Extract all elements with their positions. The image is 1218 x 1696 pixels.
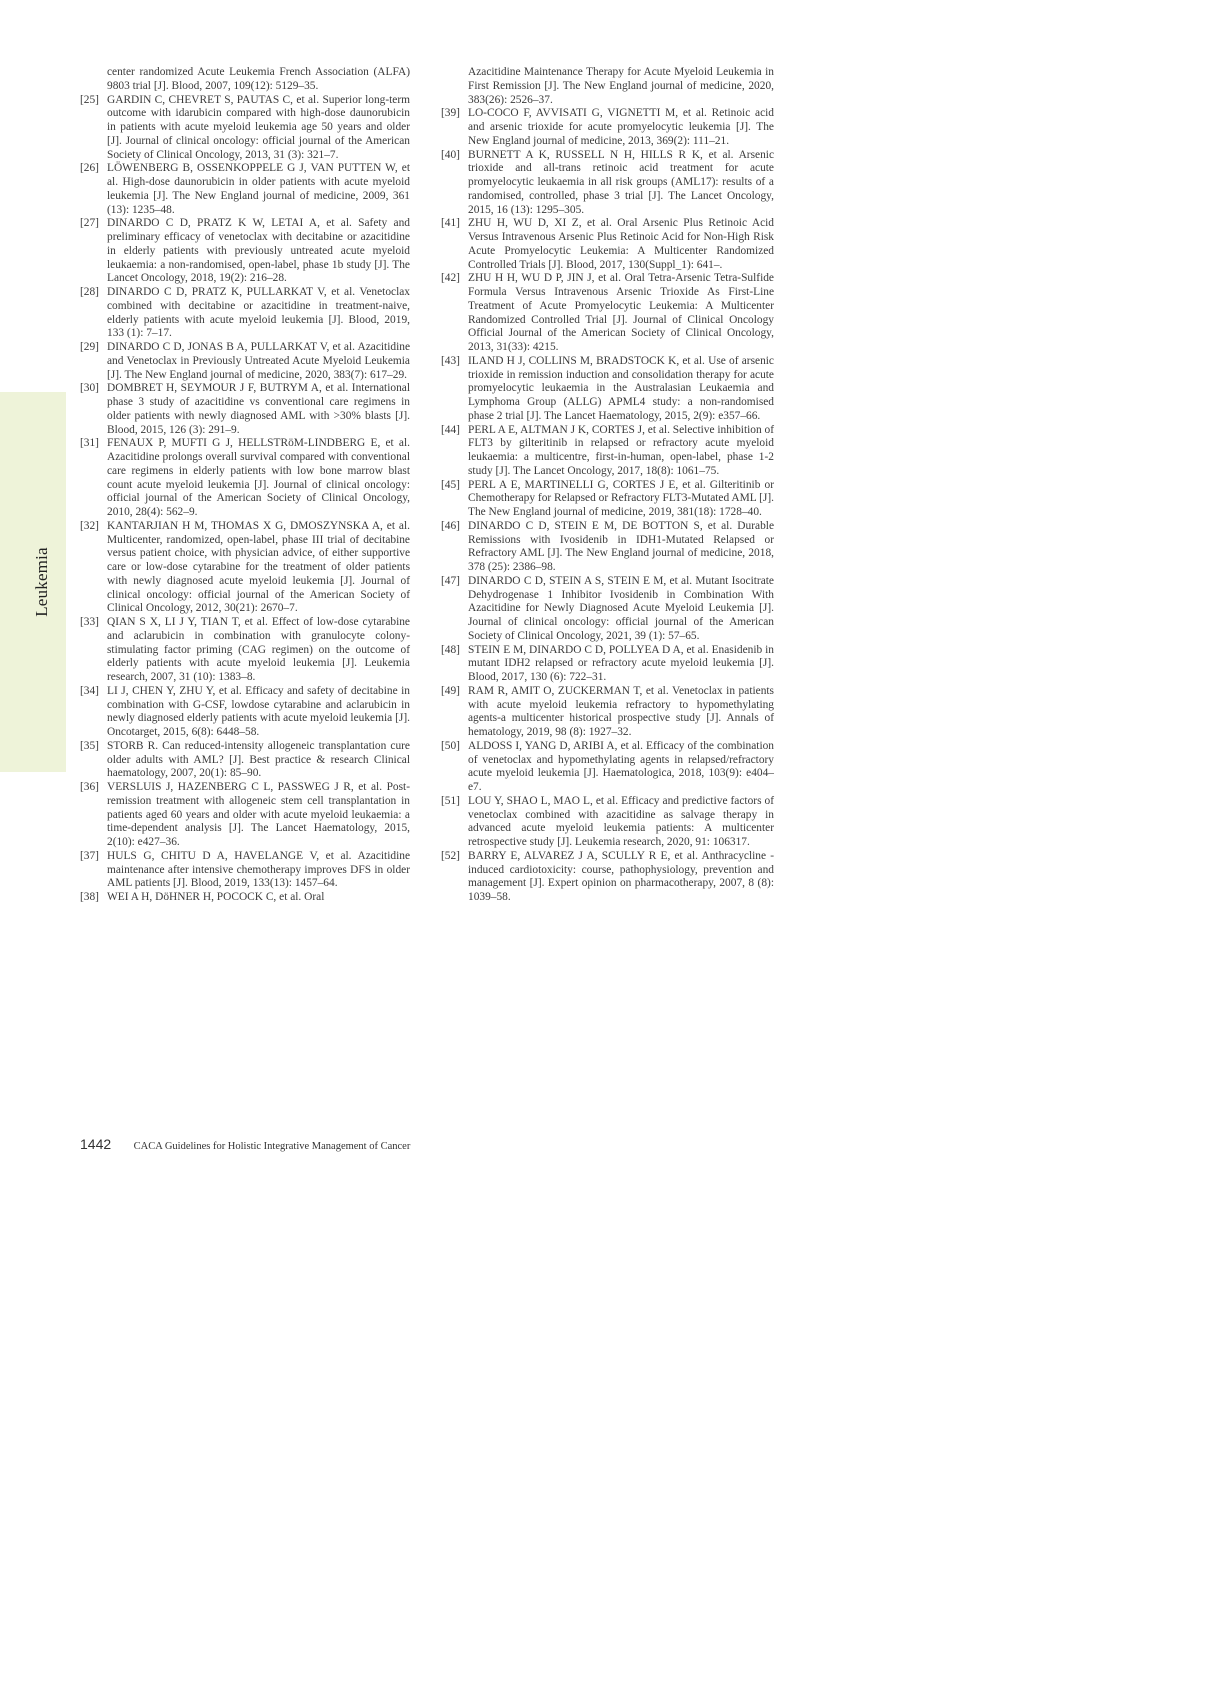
reference-text: VERSLUIS J, HAZENBERG C L, PASSWEG J R, et al. Post-remission treatment with allogeneic stem cell transplantation in patients aged 60 years and older with acute myeloid leukaemia: a time-dependent analysis [J]. The Lancet Haematology, 2015, 2(10): e427–36. (107, 781, 410, 848)
reference-text: LI J, CHEN Y, ZHU Y, et al. Efficacy and safety of decitabine in combination with G-CSF, lowdose cytarabine and aclarubicin in newly diagnosed elderly patients with acute myeloid leukemia [J]. Oncotarget, 2015, 6(8): 6448–58. (107, 684, 410, 738)
reference-text: PERL A E, ALTMAN J K, CORTES J, et al. Selective inhibition of FLT3 by gilteritinib in relapsed or refractory acute myeloid leukaemia: a multicentre, first-in-human, open-label, phase 1-2 study [J]. The Lancet Oncology, 2017, 18(8): 1061–75. (468, 423, 775, 477)
reference-number: [46] (441, 519, 460, 532)
reference-number: [36] (80, 781, 99, 793)
reference-list-right (441, 107, 774, 905)
reference-item (441, 850, 774, 905)
reference-item (441, 795, 774, 850)
reference-number: [42] (441, 272, 460, 285)
reference-text: QIAN S X, LI J Y, TIAN T, et al. Effect of low-dose cytarabine and aclarubicin in combination with granulocyte colony-stimulating factor priming (CAG regimen) on the outcome of elderly patients with acute myeloid leukemia [J]. Leukemia research, 2007, 31 (10): 1383–8. (107, 616, 410, 683)
reference-number: [34] (80, 684, 99, 697)
reference-text: KANTARJIAN H M, THOMAS X G, DMOSZYNSKA A, et al. Multicenter, randomized, open-label, phase III trial of decitabine versus patient choice, with physician advice, of either supportive care or low-dose cytarabine for the treatment of older patients with newly diagnosed acute myeloid leukemia [J]. Journal of clinical oncology: official journal of the American Society of Clinical Oncology, 2012, 30(21): 2670–7. (107, 519, 410, 615)
reference-item (80, 740, 410, 781)
reference-number: [32] (80, 519, 99, 532)
reference-item (80, 781, 410, 850)
reference-item (441, 149, 774, 218)
reference-text: FENAUX P, MUFTI G J, HELLSTRöM-LINDBERG E, et al. Azacitidine prolongs overall survival compared with conventional care regimens in elderly patients with low bone marrow blast count acute myeloid leukemia [J]. Journal of clinical oncology: official journal of the American Society of Clinical Oncology, 2010, 28(4): 562–9. (107, 437, 410, 518)
reference-item (80, 162, 410, 217)
reference-number: [39] (441, 107, 460, 120)
reference-item (80, 382, 410, 437)
reference-item (441, 272, 774, 355)
reference-item (441, 424, 774, 479)
reference-text: LÖWENBERG B, OSSENKOPPELE G J, VAN PUTTEN W, et al. High-dose daunorubicin in older patients with acute myeloid leukemia [J]. The New England journal of medicine, 2009, 361 (13): 1235–48. (107, 162, 410, 216)
section-side-label: Leukemia (32, 547, 51, 617)
reference-number: [37] (80, 849, 99, 862)
reference-number: [51] (441, 794, 460, 807)
reference-column-right (441, 66, 774, 905)
reference-item (80, 341, 410, 382)
reference-number: [33] (80, 616, 99, 628)
reference-number: [31] (80, 437, 99, 450)
reference-item (80, 286, 410, 341)
reference-number: [35] (80, 739, 99, 752)
reference-number: [50] (441, 739, 460, 752)
reference-item (441, 685, 774, 740)
reference-text: DINARDO C D, STEIN E M, DE BOTTON S, et al. Durable Remissions with Ivosidenib in IDH1-Mutated Relapsed or Refractory AML [J]. The New England journal of medicine, 2018, 378 (25): 2386–98. (468, 519, 774, 573)
reference-list-left (80, 94, 410, 905)
reference-item (441, 107, 774, 148)
reference-number: [52] (441, 849, 460, 862)
reference-item (80, 616, 410, 685)
reference-text: STORB R. Can reduced-intensity allogeneic transplantation cure older adults with AML? [J]. Best practice & research Clinical haematology, 2007, 20(1): 85–90. (107, 739, 410, 780)
reference-text: BURNETT A K, RUSSELL N H, HILLS R K, et al. Arsenic trioxide and all-trans retinoic acid treatment for acute promyelocytic leukaemia in all risk groups (AML17): results of a randomised, controlled, phase 3 trial [J]. The Lancet Oncology, 2015, 16 (13): 1295–305. (468, 148, 774, 216)
reference-text: HULS G, CHITU D A, HAVELANGE V, et al. Azacitidine maintenance after intensive chemotherapy improves DFS in older AML patients [J]. Blood, 2019, 133(13): 1457–64. (107, 849, 410, 890)
reference-item (80, 850, 410, 891)
reference-text: STEIN E M, DINARDO C D, POLLYEA D A, et al. Enasidenib in mutant IDH2 relapsed or refractory acute myeloid leukemia [J]. Blood, 2017, 130 (6): 722–31. (468, 643, 774, 683)
reference-item (80, 685, 410, 740)
reference-item (80, 94, 410, 163)
reference-text: ALDOSS I, YANG D, ARIBI A, et al. Efficacy of the combination of venetoclax and hypomethylating agents in relapsed/refractory acute myeloid leukemia [J]. Haematologica, 2018, 103(9): e404–e7. (468, 739, 774, 793)
reference-text: ILAND H J, COLLINS M, BRADSTOCK K, et al. Use of arsenic trioxide in remission induction and consolidation therapy for acute promyelocytic leukaemia in the Australasian Leukaemia and Lymphoma Group (ALLG) APML4 study: a non-randomised phase 2 trial [J]. The Lancet Haematology, 2015, 2(9): e357–66. (468, 354, 774, 422)
reference-item (441, 740, 774, 795)
reference-number: [48] (441, 643, 460, 656)
reference-text: ZHU H H, WU D P, JIN J, et al. Oral Tetra-Arsenic Tetra-Sulfide Formula Versus Intravenous Arsenic Trioxide As First-Line Treatment of Acute Promyelocytic Leukemia: A Multicenter Randomized Controlled Trial [J]. Journal of Clinical Oncology Official Journal of the American Society of Clinical Oncology, 2013, 31(33): 4215. (468, 272, 774, 353)
reference-item (441, 479, 774, 520)
reference-text: GARDIN C, CHEVRET S, PAUTAS C, et al. Superior long-term outcome with idarubicin compared with high-dose daunorubicin in patients with acute myeloid leukemia age 50 years and older [J]. Journal of clinical oncology: official journal of the American Society of Clinical Oncology, 2013, 31 (3): 321–7. (107, 93, 410, 161)
reference-text: ZHU H, WU D, XI Z, et al. Oral Arsenic Plus Retinoic Acid Versus Intravenous Arsenic Plus Retinoic Acid for Non-High Risk Acute Promyelocytic Leukemia: A Multicenter Randomized Controlled Trials [J]. Blood, 2017, 130(Suppl_1): 641–. (468, 217, 774, 271)
reference-text: WEI A H, DöHNER H, POCOCK C, et al. Oral (107, 891, 325, 903)
reference-text: DINARDO C D, STEIN A S, STEIN E M, et al. Mutant Isocitrate Dehydrogenase 1 Inhibitor Ivosidenib in Combination With Azacitidine for Newly Diagnosed Acute Myeloid Leukemia [J]. Journal of clinical oncology: official journal of the American Society of Clinical Oncology, 2021, 39 (1): 57–65. (468, 574, 774, 642)
reference-text: DINARDO C D, PRATZ K, PULLARKAT V, et al. Venetoclax combined with decitabine or azacitidine in treatment-naive, elderly patients with acute myeloid leukemia [J]. Blood, 2019, 133 (1): 7–17. (107, 286, 410, 340)
reference-text: PERL A E, MARTINELLI G, CORTES J E, et al. Gilteritinib or Chemotherapy for Relapsed or Refractory FLT3-Mutated AML [J]. The New England journal of medicine, 2019, 381(18): 1728–40. (468, 478, 774, 518)
reference-number: [28] (80, 286, 99, 298)
reference-number: [27] (80, 217, 99, 230)
page-footer (80, 1136, 410, 1154)
reference-number: [41] (441, 217, 460, 230)
reference-text: LO-COCO F, AVVISATI G, VIGNETTI M, et al. Retinoic acid and arsenic trioxide for acute promyelocytic leukemia [J]. The New England journal of medicine, 2013, 369(2): 111–21. (468, 107, 774, 147)
reference-number: [44] (441, 423, 460, 436)
reference-item (441, 520, 774, 575)
reference-text: DOMBRET H, SEYMOUR J F, BUTRYM A, et al. International phase 3 study of azacitidine vs conventional care regimens in older patients with newly diagnosed AML with >30% blasts [J]. Blood, 2015, 126 (3): 291–9. (107, 382, 410, 436)
reference-number: [25] (80, 93, 99, 106)
reference-number: [38] (80, 891, 99, 903)
reference-text: RAM R, AMIT O, ZUCKERMAN T, et al. Venetoclax in patients with acute myeloid leukemia refractory to hypomethylating agents-a multicenter historical prospective study [J]. Annals of hematology, 2019, 98 (8): 1927–32. (468, 684, 774, 738)
reference-continuation: center randomized Acute Leukemia French Association (ALFA) 9803 trial [J]. Blood, 2007, 109(12): 5129–35. (107, 66, 410, 92)
reference-number: [26] (80, 162, 99, 175)
reference-item (441, 644, 774, 685)
reference-item (80, 217, 410, 286)
reference-item (441, 575, 774, 644)
reference-text: DINARDO C D, PRATZ K W, LETAI A, et al. Safety and preliminary efficacy of venetoclax with decitabine or azacitidine in elderly patients with previously untreated acute myeloid leukaemia: a non-randomised, open-label, phase 1b study [J]. The Lancet Oncology, 2018, 19(2): 216–28. (107, 217, 410, 285)
reference-number: [29] (80, 341, 99, 353)
reference-text: LOU Y, SHAO L, MAO L, et al. Efficacy and predictive factors of venetoclax combined with azacitidine as salvage therapy in advanced acute myeloid leukemia patients: A multicenter retrospective study [J]. Leukemia research, 2020, 91: 106317. (468, 794, 774, 848)
reference-item (441, 355, 774, 424)
reference-item (80, 437, 410, 520)
running-title: CACA Guidelines for Holistic Integrative Management of Cancer (133, 1141, 411, 1152)
reference-continuation: Azacitidine Maintenance Therapy for Acute Myeloid Leukemia in First Remission [J]. The New England journal of medicine, 2020, 383(26): 2526–37. (468, 66, 774, 106)
reference-number: [47] (441, 574, 460, 587)
reference-number: [30] (80, 382, 99, 395)
reference-number: [45] (441, 478, 460, 491)
reference-text: BARRY E, ALVAREZ J A, SCULLY R E, et al. Anthracycline - induced cardiotoxicity: course, pathophysiology, prevention and management [J]. Expert opinion on pharmacotherapy, 2007, 8 (8): 1039–58. (468, 849, 774, 903)
reference-text: DINARDO C D, JONAS B A, PULLARKAT V, et al. Azacitidine and Venetoclax in Previously Untreated Acute Myeloid Leukemia [J]. The New England journal of medicine, 2020, 383(7): 617–29. (107, 341, 410, 381)
reference-number: [40] (441, 148, 460, 161)
page-number: 1442 (80, 1136, 112, 1152)
reference-item (441, 217, 774, 272)
reference-item (80, 891, 410, 905)
reference-column-left (80, 66, 410, 905)
reference-number: [43] (441, 354, 460, 367)
reference-item (80, 520, 410, 616)
reference-number: [49] (441, 684, 460, 697)
